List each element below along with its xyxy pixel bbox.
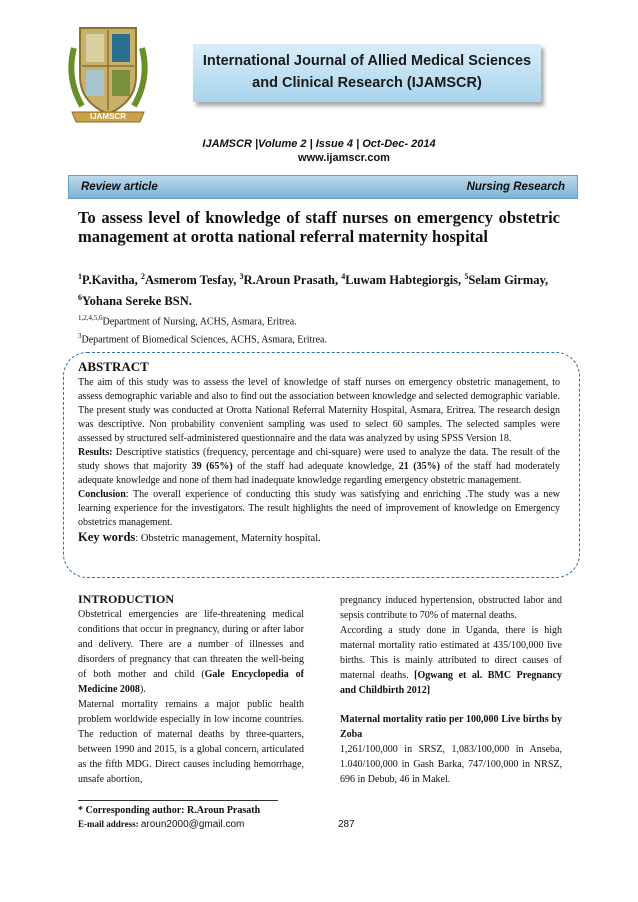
intro-text: ). (139, 684, 146, 695)
mortality-subheading (340, 712, 562, 742)
author-name: P.Kavitha, (82, 273, 141, 288)
intro-paragraph-1 (78, 607, 304, 697)
author-sup: 6 (78, 293, 82, 303)
left-column (78, 592, 304, 787)
right-text: According a study done in Uganda, there is high maternal mortality ratio estimated at 435/100,000 live births. This is mainly attributed to direct causes of maternal deaths. (340, 625, 562, 681)
author-name: Selam Girmay, (468, 273, 549, 288)
article-category: Nursing Research (466, 181, 565, 193)
author-sup: 5 (464, 272, 469, 281)
author-sup: 2 (140, 272, 145, 281)
abstract-heading: ABSTRACT (78, 359, 149, 374)
author-name: Yohana Sereke BSN. (82, 294, 192, 309)
journal-website: www.ijamscr.com (298, 152, 390, 164)
email-address[interactable]: aroun2000@gmail.com (140, 819, 245, 830)
right-paragraph-3: 1,261/100,000 in SRSZ, 1,083/100,000 in Anseba, 1.040/100,000 in Gash Barka, 747/100,000 in NRSZ, 696 in Debub, 46 in Makel. (340, 744, 562, 785)
article-type-bar (68, 175, 578, 199)
conclusion-label: Conclusion (78, 489, 126, 500)
keywords-label: Key words (78, 530, 136, 544)
author-name: R.Aroun Prasath, (243, 273, 342, 288)
author-name: Luwam Habtegiorgis, (345, 273, 465, 288)
right-column (340, 593, 562, 787)
intro-paragraph-2: Maternal mortality remains a major public health problem worldwide especially in low income countries. The reduction of maternal deaths by three-quarters, between 1990 and 2015, is a global concern, articulated as the fifth MDG. Direct causes including hemorrhage, unsafe abortion, (78, 699, 304, 785)
abstract (78, 360, 560, 546)
footnote-rule (78, 800, 278, 801)
results-value: 21 (35%) (398, 461, 440, 472)
page-number: 287 (338, 819, 355, 830)
right-paragraph-1: pregnancy induced hypertension, obstructed labor and sepsis contribute to 70% of maternal deaths. (340, 595, 562, 621)
results-label: Results: (78, 447, 113, 458)
author-list (78, 268, 564, 310)
abstract-conclusion (78, 488, 560, 530)
email-line (78, 819, 244, 830)
keywords (78, 530, 560, 546)
right-citation: [Ogwang et al. BMC Pregnancy and Childbirth 2012] (340, 670, 562, 696)
logo-text: IJAMSCR (89, 112, 126, 121)
introduction-heading: INTRODUCTION (78, 592, 175, 606)
intro-citation: Gale Encyclopedia of Medicine 2008 (78, 669, 304, 695)
author-name: Asmerom Tesfay, (144, 273, 240, 288)
abstract-results (78, 446, 560, 488)
journal-title-banner (193, 44, 541, 102)
results-text: of the staff had adequate knowledge, (232, 461, 399, 472)
results-text: Descriptive statistics (frequency, percentage and chi-square) were used to analyze the data. The result of the study shows that majority (78, 447, 560, 472)
journal-logo (64, 18, 152, 130)
results-value: 39 (65%) (191, 461, 233, 472)
intro-text: Obstetrical emergencies are life-threatening medical conditions that occur in pregnancy, during or after labor and delivery. There are a number of illnesses and disorders of pregnancy that can threaten the well-being of both mother and child ( (78, 609, 304, 680)
abstract-body: The aim of this study was to assess the level of knowledge of staff nurses on emergency obstetric management, to assess demographic variable and also to find out the association between knowledge and selected demographic variable. The present study was conducted at Orotta National Referral Maternity Hospital, Asmara, Eritrea. The research design was descriptive. Non probability convenient sampling was used to select 60 samples. The selected samples were assessed by structured self-administered questionnaire and the data was analyzed by using SPSS Version 18. (78, 377, 560, 444)
author-sup: 4 (341, 272, 346, 281)
journal-title-line2: and Clinical Research (IJAMSCR) (252, 75, 482, 91)
email-label: E-mail address: (78, 819, 141, 829)
corresponding-author: * Corresponding author: R.Aroun Prasath (78, 805, 261, 816)
paragraph-spacer (340, 698, 562, 712)
results-text: of the staff had moderately adequate knowledge and none of them had inadequate knowledge regarding emergency obstetric management. (78, 461, 560, 486)
affiliation-text: Department of Biomedical Sciences, ACHS, Asmara, Eritrea. (81, 334, 327, 346)
journal-title-line1: International Journal of Allied Medical Sciences (202, 53, 532, 69)
affiliation-sup: 3 (78, 332, 82, 340)
author-sup: 1 (78, 272, 82, 281)
article-type: Review article (81, 181, 158, 193)
author-sup: 3 (239, 272, 244, 281)
affiliation-sup: 1,2,4,5,6 (78, 314, 103, 322)
keywords-text: : Obstetric management, Maternity hospital. (135, 533, 321, 544)
conclusion-text: : The overall experience of conducting this study was satisfying and enriching .The study was a new learning experience for the investigators. The result highlights the need of improvement of knowledge on Emergency obstetrics management. (78, 489, 560, 528)
affiliation-1 (78, 312, 297, 328)
right-paragraph-2 (340, 623, 562, 698)
affiliation-2 (78, 330, 327, 346)
article-title: To assess level of knowledge of staff nurses on emergency obstetric management at orotta national referral maternity hospital (78, 208, 560, 246)
affiliation-text: Department of Nursing, ACHS, Asmara, Eritrea. (102, 316, 297, 328)
issue-info: IJAMSCR |Volume 2 | Issue 4 | Oct-Dec- 2014 (202, 138, 436, 150)
subheading-text: Maternal mortality ratio per 100,000 Live births by Zoba (340, 714, 562, 740)
